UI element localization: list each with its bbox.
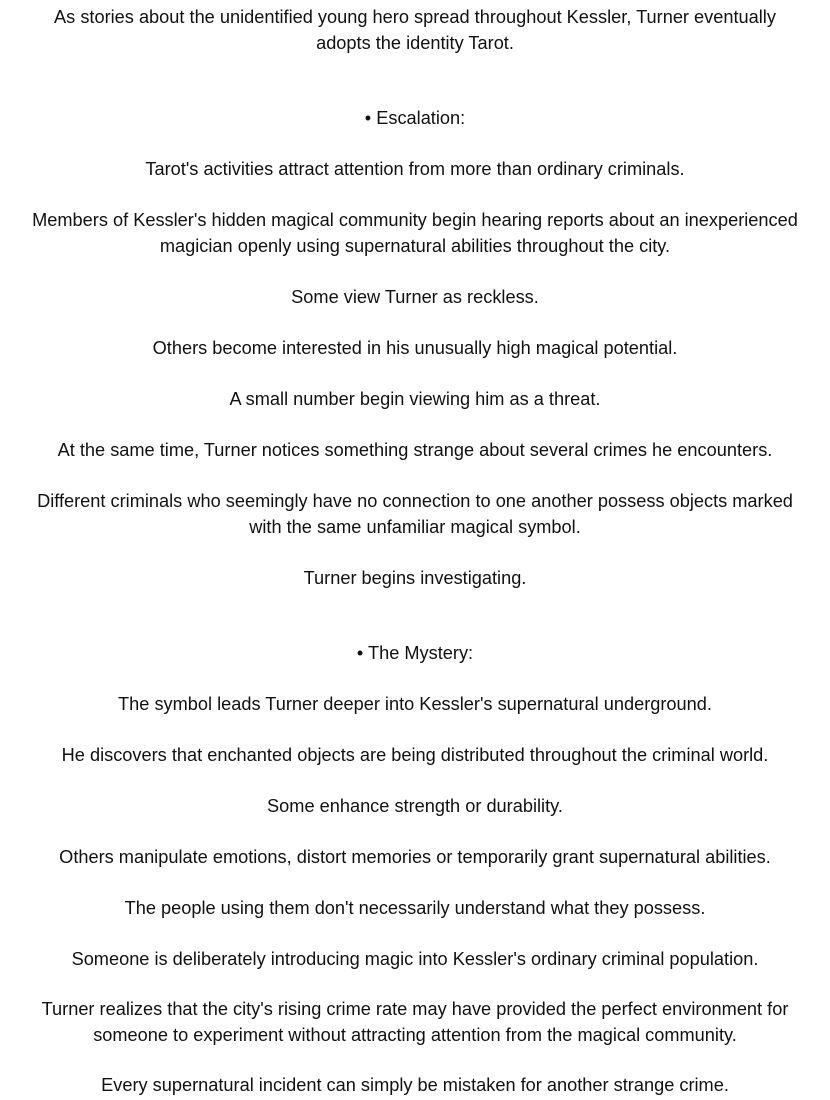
section-heading-escalation: • Escalation:: [364, 108, 466, 128]
mystery-paragraph-3: Some enhance strength or durability.: [267, 796, 563, 816]
mystery-paragraph-7-line-2: someone to experiment without attracting attention from the magical community.: [93, 1025, 737, 1045]
mystery-paragraph-2: He discovers that enchanted objects are being distributed throughout the criminal world.: [61, 745, 769, 765]
mystery-paragraph-4: Others manipulate emotions, distort memories or temporarily grant supernatural abilities.: [59, 847, 771, 867]
escalation-paragraph-6: At the same time, Turner notices something strange about several crimes he encounters.: [57, 440, 773, 460]
escalation-paragraph-8: Turner begins investigating.: [303, 568, 527, 588]
intro-text-line-1: As stories about the unidentified young hero spread throughout Kessler, Turner eventually: [54, 7, 776, 27]
escalation-paragraph-7-line-2: with the same unfamiliar magical symbol.: [249, 517, 581, 537]
mystery-paragraph-8: Every supernatural incident can simply be mistaken for another strange crime.: [101, 1075, 729, 1095]
mystery-paragraph-7-line-1: Turner realizes that the city's rising crime rate may have provided the perfect environment for: [41, 999, 789, 1019]
escalation-paragraph-5: A small number begin viewing him as a threat.: [229, 389, 601, 409]
escalation-paragraph-4: Others become interested in his unusually high magical potential.: [152, 338, 678, 358]
escalation-paragraph-1: Tarot's activities attract attention from more than ordinary criminals.: [145, 159, 685, 179]
intro-text-line-2: adopts the identity Tarot.: [316, 33, 514, 53]
escalation-paragraph-2-line-2: magician openly using supernatural abilities throughout the city.: [159, 236, 671, 256]
escalation-paragraph-2-line-1: Members of Kessler's hidden magical community begin hearing reports about an inexperienced: [32, 210, 798, 230]
escalation-paragraph-3: Some view Turner as reckless.: [291, 287, 539, 307]
escalation-paragraph-7-line-1: Different criminals who seemingly have no connection to one another possess objects marked: [37, 491, 793, 511]
section-heading-mystery: • The Mystery:: [356, 643, 474, 663]
mystery-paragraph-5: The people using them don't necessarily understand what they possess.: [124, 898, 706, 918]
mystery-paragraph-1: The symbol leads Turner deeper into Kessler's supernatural underground.: [118, 694, 712, 714]
mystery-paragraph-6: Someone is deliberately introducing magic into Kessler's ordinary criminal population.: [71, 949, 759, 969]
